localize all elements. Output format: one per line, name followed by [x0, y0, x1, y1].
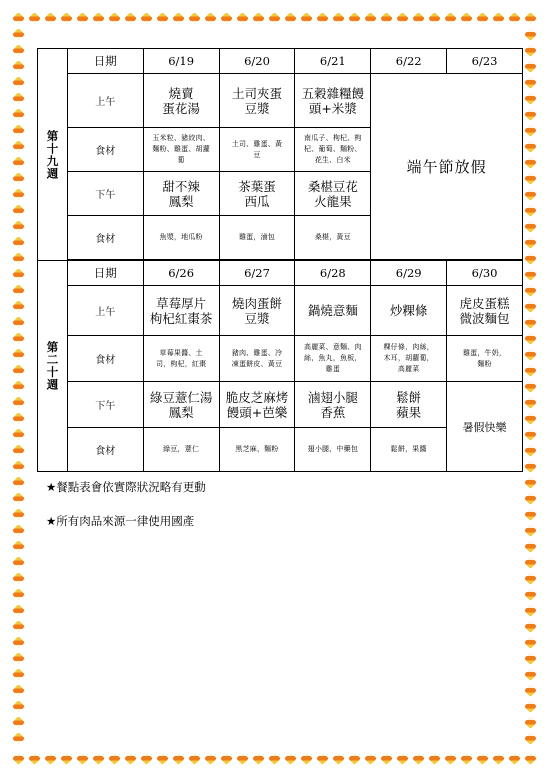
- candy-corn-ornament: [492, 752, 505, 765]
- date-cell: 6/21: [295, 49, 371, 74]
- candy-corn-ornament: [12, 588, 25, 601]
- candy-corn-ornament: [12, 636, 25, 649]
- candy-corn-ornament: [524, 92, 537, 105]
- candy-corn-ornament: [156, 12, 169, 25]
- candy-corn-ornament: [524, 300, 537, 313]
- am-meal: 燒肉蛋餅 豆漿: [219, 286, 295, 336]
- candy-corn-ornament: [12, 364, 25, 377]
- candy-corn-ornament: [524, 236, 537, 249]
- candy-corn-ornament: [524, 332, 537, 345]
- candy-corn-ornament: [524, 76, 537, 89]
- candy-corn-ornament: [12, 524, 25, 537]
- candy-corn-ornament: [268, 752, 281, 765]
- candy-corn-ornament: [524, 732, 537, 745]
- candy-corn-ornament: [396, 12, 409, 25]
- row-label-am: 上午: [67, 286, 143, 336]
- candy-corn-ornament: [524, 220, 537, 233]
- ingredients: 雞蛋，牛奶， 麵粉: [447, 336, 523, 382]
- row-label-ingredients: 食材: [67, 428, 143, 472]
- candy-corn-ornament: [12, 124, 25, 137]
- candy-corn-ornament: [28, 12, 41, 25]
- candy-corn-ornament: [12, 28, 25, 41]
- candy-corn-ornament: [188, 752, 201, 765]
- ingredients: 粿仔條，肉絲， 木耳，胡蘿蔔， 高麗菜: [371, 336, 447, 382]
- candy-corn-ornament: [204, 12, 217, 25]
- candy-corn-ornament: [524, 188, 537, 201]
- candy-corn-ornament: [12, 668, 25, 681]
- candy-corn-ornament: [524, 716, 537, 729]
- week20-label-cell: [38, 261, 68, 472]
- candy-corn-ornament: [524, 556, 537, 569]
- candy-corn-ornament: [156, 752, 169, 765]
- candy-corn-ornament: [12, 60, 25, 73]
- am-meal: 虎皮蛋糕 微波麵包: [447, 286, 523, 336]
- candy-corn-ornament: [12, 732, 25, 745]
- candy-corn-ornament: [460, 752, 473, 765]
- candy-corn-ornament: [492, 12, 505, 25]
- candy-corn-ornament: [12, 220, 25, 233]
- candy-corn-ornament: [12, 156, 25, 169]
- candy-corn-ornament: [12, 140, 25, 153]
- row-label-am: 上午: [67, 74, 143, 128]
- candy-corn-ornament: [12, 300, 25, 313]
- note-menu-change: ★餐點表會依實際狀況略有更動: [46, 480, 206, 494]
- week19-label: 第十九週: [45, 129, 60, 180]
- candy-corn-ornament: [12, 316, 25, 329]
- candy-corn-ornament: [476, 12, 489, 25]
- date-cell: 6/29: [371, 261, 447, 286]
- candy-corn-ornament: [204, 752, 217, 765]
- candy-corn-ornament: [524, 380, 537, 393]
- week19-am-row: [38, 74, 523, 128]
- candy-corn-ornament: [300, 752, 313, 765]
- candy-corn-ornament: [476, 752, 489, 765]
- candy-corn-ornament: [44, 12, 57, 25]
- candy-corn-ornament: [524, 44, 537, 57]
- candy-corn-ornament: [172, 12, 185, 25]
- candy-corn-ornament: [524, 588, 537, 601]
- pm-meal: 桑椹豆花 火龍果: [295, 172, 371, 216]
- candy-corn-ornament: [60, 752, 73, 765]
- candy-corn-ornament: [92, 752, 105, 765]
- week19-date-row: [38, 49, 523, 74]
- candy-corn-ornament: [12, 172, 25, 185]
- candy-corn-ornament: [12, 204, 25, 217]
- candy-corn-ornament: [284, 12, 297, 25]
- candy-corn-ornament: [284, 752, 297, 765]
- candy-corn-ornament: [444, 12, 457, 25]
- candy-corn-ornament: [524, 476, 537, 489]
- candy-corn-ornament: [12, 492, 25, 505]
- ingredients: 魚漿，地瓜粉: [143, 216, 219, 260]
- candy-corn-ornament: [12, 92, 25, 105]
- candy-corn-ornament: [524, 204, 537, 217]
- candy-corn-ornament: [428, 752, 441, 765]
- candy-corn-ornament: [76, 752, 89, 765]
- date-cell: 6/22: [371, 49, 447, 74]
- candy-corn-ornament: [524, 364, 537, 377]
- date-cell: 6/20: [219, 49, 295, 74]
- candy-corn-ornament: [12, 252, 25, 265]
- pm-meal: 綠豆薏仁湯 鳳梨: [143, 382, 219, 428]
- week19-label-cell: [38, 49, 68, 261]
- candy-corn-ornament: [524, 348, 537, 361]
- candy-corn-ornament: [524, 268, 537, 281]
- candy-corn-ornament: [524, 412, 537, 425]
- ingredients: 草莓果醬、土 司，枸杞，紅棗: [143, 336, 219, 382]
- candy-corn-ornament: [380, 752, 393, 765]
- date-label: 日期: [67, 261, 143, 286]
- candy-corn-ornament: [524, 28, 537, 41]
- candy-corn-ornament: [300, 12, 313, 25]
- candy-corn-ornament: [524, 604, 537, 617]
- candy-corn-ornament: [12, 348, 25, 361]
- ingredients: 雞蛋，滷包: [219, 216, 295, 260]
- candy-corn-ornament: [524, 572, 537, 585]
- row-label-ingredients: 食材: [67, 336, 143, 382]
- date-cell: 6/27: [219, 261, 295, 286]
- candy-corn-ornament: [108, 752, 121, 765]
- candy-corn-ornament: [12, 540, 25, 553]
- candy-corn-ornament: [524, 252, 537, 265]
- candy-corn-ornament: [524, 620, 537, 633]
- pm-meal: 鬆餅 蘋果: [371, 382, 447, 428]
- summer-notice: 暑假快樂: [447, 382, 523, 472]
- candy-corn-ornament: [252, 752, 265, 765]
- candy-corn-ornament: [524, 156, 537, 169]
- candy-corn-ornament: [124, 12, 137, 25]
- candy-corn-ornament: [252, 12, 265, 25]
- candy-corn-ornament: [268, 12, 281, 25]
- candy-corn-ornament: [332, 752, 345, 765]
- candy-corn-ornament: [332, 12, 345, 25]
- candy-corn-ornament: [12, 572, 25, 585]
- candy-corn-ornament: [524, 652, 537, 665]
- candy-corn-ornament: [12, 380, 25, 393]
- holiday-notice: 端午節放假: [371, 74, 523, 260]
- candy-corn-ornament: [140, 12, 153, 25]
- row-label-pm: 下午: [67, 172, 143, 216]
- ingredients: 南瓜子、枸杞、枸 杞、葡萄、麵粉、 花生、白米: [295, 128, 371, 172]
- candy-corn-ornament: [188, 12, 201, 25]
- ingredients: 玉米粒、豬絞肉、 麵粉、雞蛋、胡蘿 蔔: [143, 128, 219, 172]
- ingredients: 綠豆，薏仁: [143, 428, 219, 472]
- candy-corn-ornament: [524, 172, 537, 185]
- candy-corn-ornament: [44, 752, 57, 765]
- candy-corn-ornament: [524, 124, 537, 137]
- am-meal: 炒粿條: [371, 286, 447, 336]
- candy-corn-ornament: [76, 12, 89, 25]
- am-meal: 五穀雜糧饅 頭+米漿: [295, 74, 371, 128]
- date-cell: 6/28: [295, 261, 371, 286]
- pm-meal: 滷翅小腿 香蕉: [295, 382, 371, 428]
- candy-corn-ornament: [12, 700, 25, 713]
- note-meat-origin: ★所有肉品來源一律使用國產: [46, 514, 195, 528]
- candy-corn-ornament: [348, 752, 361, 765]
- candy-corn-ornament: [12, 284, 25, 297]
- candy-corn-ornament: [12, 108, 25, 121]
- candy-corn-ornament: [524, 284, 537, 297]
- week20-label: 第二十週: [45, 341, 60, 391]
- candy-corn-ornament: [236, 12, 249, 25]
- candy-corn-ornament: [508, 12, 521, 25]
- ingredients: 高麗菜、意麵、肉 絲，魚丸，魚板， 雞蛋: [295, 336, 371, 382]
- candy-corn-ornament: [60, 12, 73, 25]
- candy-corn-ornament: [172, 752, 185, 765]
- candy-corn-ornament: [236, 752, 249, 765]
- candy-corn-ornament: [524, 700, 537, 713]
- candy-corn-ornament: [524, 140, 537, 153]
- row-label-pm: 下午: [67, 382, 143, 428]
- candy-corn-ornament: [524, 428, 537, 441]
- candy-corn-ornament: [396, 752, 409, 765]
- date-cell: 6/23: [447, 49, 523, 74]
- candy-corn-ornament: [12, 12, 25, 25]
- candy-corn-ornament: [140, 752, 153, 765]
- date-cell: 6/26: [143, 261, 219, 286]
- date-cell: 6/19: [143, 49, 219, 74]
- candy-corn-ornament: [364, 12, 377, 25]
- candy-corn-ornament: [12, 460, 25, 473]
- row-label-ingredients: 食材: [67, 128, 143, 172]
- candy-corn-ornament: [220, 752, 233, 765]
- candy-corn-ornament: [524, 396, 537, 409]
- candy-corn-ornament: [524, 108, 537, 121]
- am-meal: 土司夾蛋 豆漿: [219, 74, 295, 128]
- ingredients: 黑芝麻，麵粉: [219, 428, 295, 472]
- candy-corn-ornament: [12, 652, 25, 665]
- candy-corn-ornament: [12, 268, 25, 281]
- candy-corn-ornament: [12, 752, 25, 765]
- candy-corn-ornament: [412, 12, 425, 25]
- candy-corn-ornament: [12, 396, 25, 409]
- candy-corn-ornament: [92, 12, 105, 25]
- pm-meal: 脆皮芝麻烤 饅頭+芭樂: [219, 382, 295, 428]
- candy-corn-ornament: [524, 60, 537, 73]
- candy-corn-ornament: [124, 752, 137, 765]
- week20-am-ingredients-row: [38, 336, 523, 382]
- ingredients: 豬肉、雞蛋、冷 凍蛋餅皮、黃豆: [219, 336, 295, 382]
- candy-corn-ornament: [364, 752, 377, 765]
- date-cell: 6/30: [447, 261, 523, 286]
- candy-corn-ornament: [380, 12, 393, 25]
- candy-corn-ornament: [220, 12, 233, 25]
- candy-corn-ornament: [524, 668, 537, 681]
- candy-corn-ornament: [12, 604, 25, 617]
- candy-corn-ornament: [108, 12, 121, 25]
- am-meal: 鍋燒意麵: [295, 286, 371, 336]
- candy-corn-ornament: [12, 444, 25, 457]
- pm-meal: 茶葉蛋 西瓜: [219, 172, 295, 216]
- candy-corn-ornament: [12, 412, 25, 425]
- candy-corn-ornament: [524, 684, 537, 697]
- candy-corn-ornament: [524, 524, 537, 537]
- candy-corn-ornament: [524, 636, 537, 649]
- candy-corn-ornament: [444, 752, 457, 765]
- ingredients: 鬆餅，果醬: [371, 428, 447, 472]
- candy-corn-ornament: [524, 540, 537, 553]
- candy-corn-ornament: [348, 12, 361, 25]
- candy-corn-ornament: [12, 716, 25, 729]
- ingredients: 桑椹，黃豆: [295, 216, 371, 260]
- candy-corn-ornament: [12, 236, 25, 249]
- pm-meal: 甜不辣 鳳梨: [143, 172, 219, 216]
- candy-corn-ornament: [524, 492, 537, 505]
- week20-am-row: [38, 286, 523, 336]
- candy-corn-ornament: [12, 188, 25, 201]
- candy-corn-ornament: [12, 620, 25, 633]
- candy-corn-ornament: [460, 12, 473, 25]
- row-label-ingredients: 食材: [67, 216, 143, 260]
- candy-corn-ornament: [524, 508, 537, 521]
- candy-corn-ornament: [12, 44, 25, 57]
- candy-corn-ornament: [428, 12, 441, 25]
- candy-corn-ornament: [28, 752, 41, 765]
- candy-corn-ornament: [12, 332, 25, 345]
- menu-sheet: [37, 48, 523, 472]
- candy-corn-ornament: [508, 752, 521, 765]
- am-meal: 燒賣 蛋花湯: [143, 74, 219, 128]
- week20-date-row: [38, 261, 523, 286]
- candy-corn-ornament: [524, 444, 537, 457]
- candy-corn-ornament: [12, 508, 25, 521]
- candy-corn-ornament: [524, 752, 537, 765]
- candy-corn-ornament: [524, 12, 537, 25]
- candy-corn-ornament: [12, 556, 25, 569]
- menu-table: [37, 48, 523, 472]
- ingredients: 土司、雞蛋、黃 豆: [219, 128, 295, 172]
- candy-corn-ornament: [12, 428, 25, 441]
- notes: [46, 478, 206, 546]
- candy-corn-ornament: [524, 316, 537, 329]
- candy-corn-ornament: [316, 752, 329, 765]
- candy-corn-ornament: [412, 752, 425, 765]
- candy-corn-ornament: [316, 12, 329, 25]
- candy-corn-ornament: [524, 460, 537, 473]
- week20-pm-row: [38, 382, 523, 428]
- ingredients: 翅小腿，中藥包: [295, 428, 371, 472]
- am-meal: 草莓厚片 枸杞紅棗茶: [143, 286, 219, 336]
- date-label: 日期: [67, 49, 143, 74]
- candy-corn-ornament: [12, 684, 25, 697]
- candy-corn-ornament: [12, 76, 25, 89]
- candy-corn-ornament: [12, 476, 25, 489]
